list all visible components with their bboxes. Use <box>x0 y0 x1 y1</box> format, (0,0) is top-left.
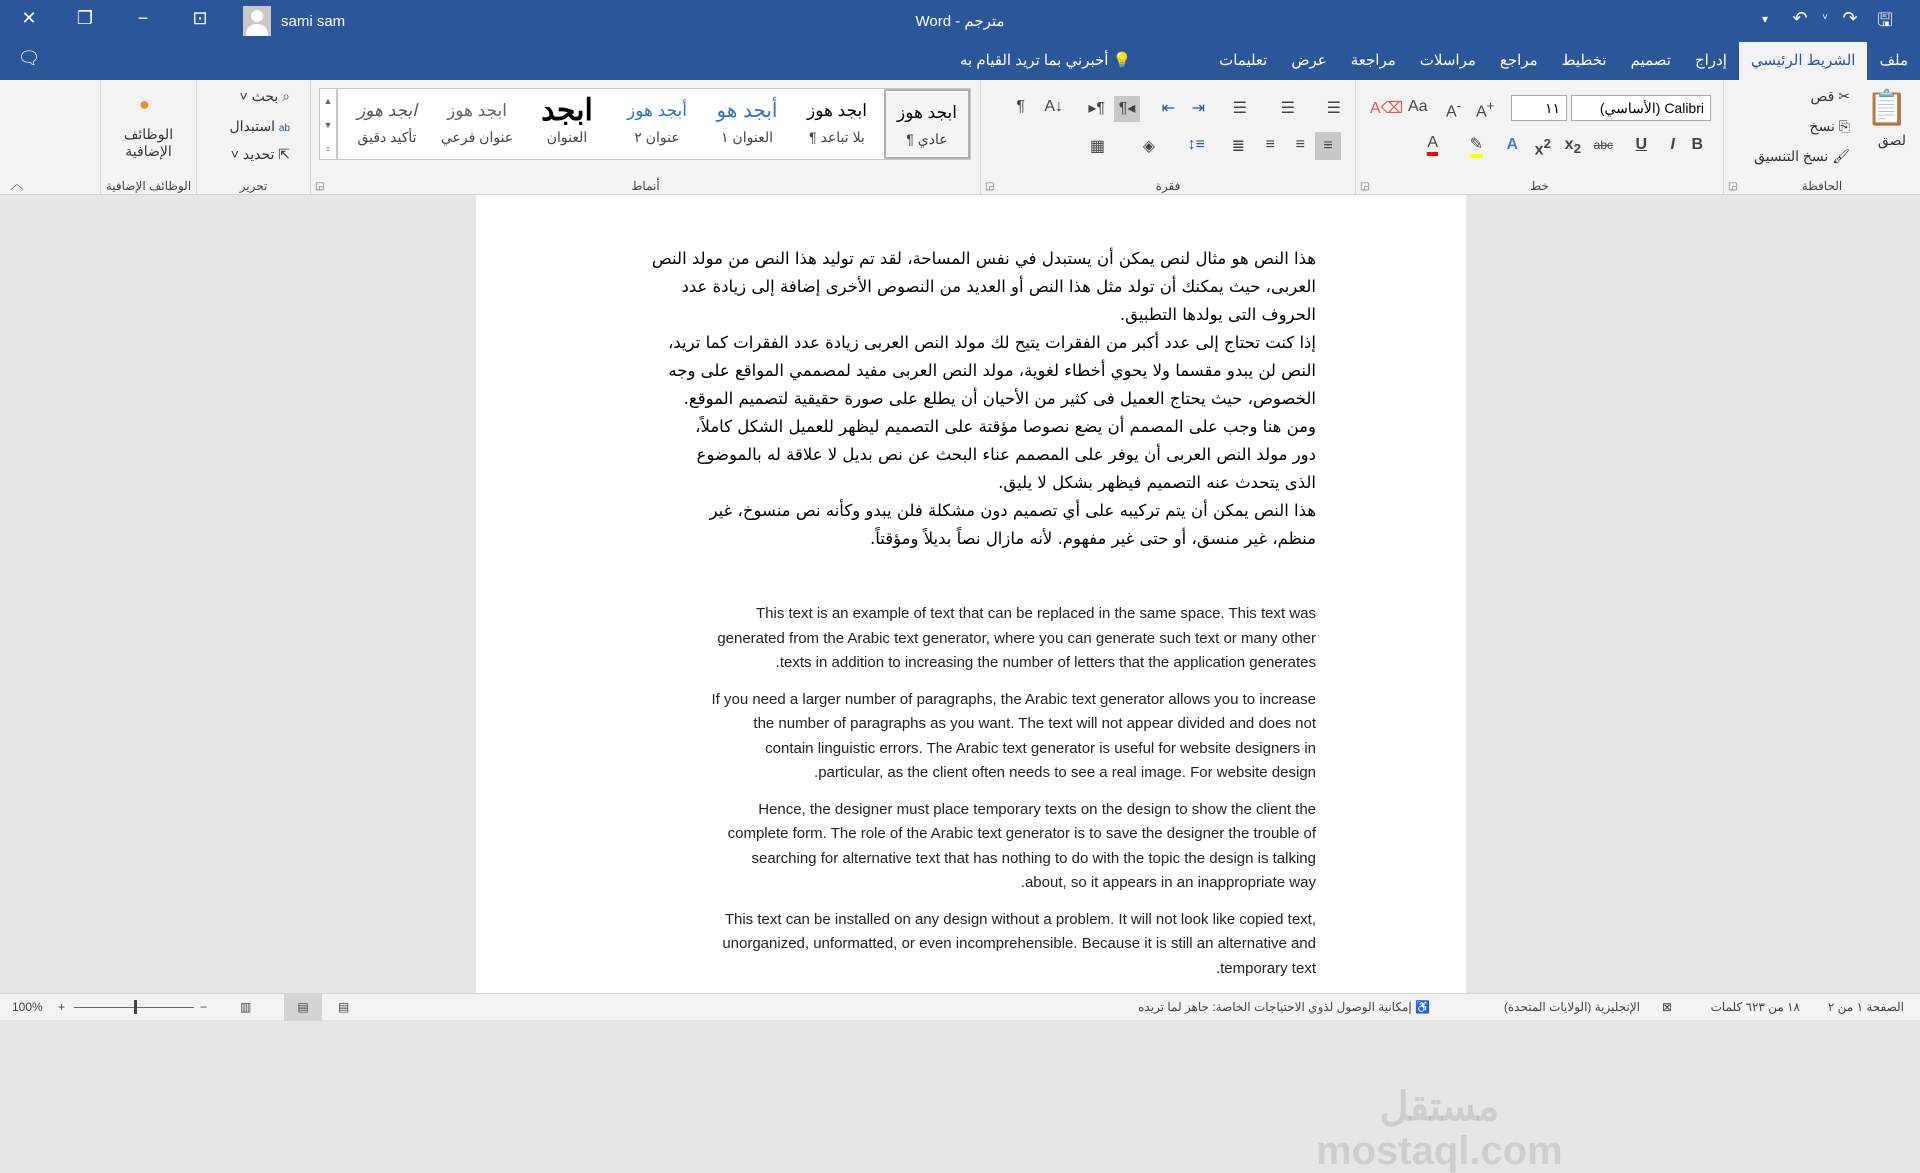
styles-group <box>310 80 980 195</box>
customize-qat-icon[interactable]: ▾ <box>1761 12 1769 26</box>
lightbulb-icon: 💡 <box>1108 52 1132 69</box>
redo-icon[interactable]: ↷ <box>1842 8 1858 28</box>
clear-formatting-icon[interactable]: A⌫ <box>1370 100 1404 117</box>
status-bar <box>0 993 1920 1020</box>
tell-me-search[interactable]: 💡 أخبرني بما تريد القيام به <box>960 52 1132 69</box>
numbering-icon[interactable]: ☰ <box>1280 100 1295 117</box>
strikethrough-icon[interactable]: abc <box>1593 138 1613 152</box>
language[interactable]: الإنجليزية (الولايات المتحدة) <box>1503 1000 1640 1014</box>
arabic-text-line: الذى يتحدث عنه التصميم فيظهر بشكل لا يليق. <box>998 473 1316 492</box>
tab-review[interactable]: مراجعة <box>1350 52 1396 69</box>
arabic-text-line: إذا كنت تحتاج إلى عدد أكبر من الفقرات يتيح لك مولد النص العربى زيادة عدد الفقرات كما تريد، <box>668 333 1316 352</box>
close-icon[interactable]: ✕ <box>21 8 37 28</box>
italic-icon[interactable]: I <box>1670 136 1675 153</box>
tab-insert[interactable]: إدراج <box>1694 52 1727 69</box>
font-color-icon[interactable]: A <box>1427 134 1438 156</box>
tab-references[interactable]: مراجع <box>1499 52 1538 69</box>
copy-button[interactable]: ⎘ نسخ <box>1809 118 1850 134</box>
watermark-logo: مستقل mostaql.com <box>1316 1085 1563 1173</box>
find-button[interactable]: ⌕ بحث ˅ <box>239 88 290 104</box>
group-label: فقرة <box>1155 179 1181 193</box>
font-group <box>1355 80 1723 195</box>
bold-icon[interactable]: B <box>1691 136 1703 153</box>
bullets-icon[interactable]: ☰ <box>1326 100 1341 117</box>
shrink-font-icon[interactable]: A- <box>1446 98 1462 121</box>
underline-icon[interactable]: U <box>1635 136 1647 153</box>
align-left-icon[interactable]: ≡ <box>1265 136 1275 153</box>
english-text-line: If you need a larger number of paragraphs, the Arabic text generator allows you to increase <box>711 690 1316 708</box>
addins-button[interactable]: الوظائف الإضافية <box>123 126 174 159</box>
font-size-select[interactable]: ١١ <box>1511 95 1567 121</box>
superscript-icon[interactable]: $x^2$ <box>1534 136 1551 159</box>
style-heading-1[interactable]: أبجد هو العنوان ١ <box>716 100 778 145</box>
addins-group <box>100 80 196 195</box>
tab-view[interactable]: عرض <box>1291 52 1327 69</box>
web-layout-icon[interactable]: ▤ <box>338 1000 350 1014</box>
group-label: الوظائف الإضافية <box>105 179 192 193</box>
english-text-line: searching for alternative text that has nothing to do with the topic the design is talking <box>751 849 1316 867</box>
tab-home[interactable]: الشريط الرئيسي <box>1739 42 1868 80</box>
ltr-direction-icon[interactable]: ▸¶ <box>1088 100 1105 117</box>
select-button[interactable]: ⇱ تحديد ˅ <box>230 146 290 162</box>
comments-icon[interactable]: 🗨 <box>17 48 41 68</box>
zoom-level[interactable]: 100% <box>12 1000 43 1014</box>
arabic-text-line: الخصوص، حيث يحتاج العميل فى كثير من الأحيان أن يطلع على صورة حقيقية لتصميم الموقع. <box>683 389 1316 408</box>
highlight-color-icon[interactable]: ✎ <box>1470 134 1483 158</box>
english-text-line: .particular, as the client often needs to see a real image. For website design <box>814 764 1316 781</box>
group-label: خط <box>1530 179 1549 193</box>
print-layout-icon[interactable]: ▤ <box>284 994 322 1021</box>
paste-icon[interactable]: 📋 <box>1865 89 1908 127</box>
font-name-select[interactable]: Calibri (الأساسي) <box>1571 95 1711 121</box>
group-label: أنماط <box>631 179 660 193</box>
arabic-text-line: النص لن يبدو مقسما ولا يحوي أخطاء لغوية، مولد النص العربى مفيد لمصممي المواقع على وجه <box>668 361 1316 380</box>
grow-font-icon[interactable]: A+ <box>1476 98 1495 121</box>
align-center-icon[interactable]: ≡ <box>1295 136 1305 153</box>
show-formatting-icon[interactable]: ¶ <box>1016 98 1025 115</box>
dialog-launcher-icon[interactable]: ◲ <box>985 181 995 192</box>
justify-icon[interactable]: ≣ <box>1231 138 1245 155</box>
tab-layout[interactable]: تخطيط <box>1561 52 1607 69</box>
ribbon-display-options-icon[interactable]: ⊡ <box>192 8 208 28</box>
replace-button[interactable]: ab استبدال <box>229 118 290 134</box>
english-text-line: unorganized, unformatted, or even incomprehensible. Because it is still an alternative and <box>722 935 1316 952</box>
collapse-ribbon-icon[interactable]: ︿ <box>10 176 24 192</box>
cut-button[interactable]: ✂ قص <box>1810 88 1850 104</box>
borders-icon[interactable]: ▦ <box>1089 138 1105 155</box>
style-heading-2[interactable]: أبجد هوز عنوان ٢ <box>626 101 688 145</box>
style-normal[interactable]: ابجد هوز ¶ عادي <box>884 89 970 159</box>
user-name: sami sam <box>281 12 346 30</box>
format-painter-button[interactable]: 🖌 نسخ التنسيق <box>1754 148 1850 164</box>
word-count[interactable]: ١٨ من ٦٢٣ كلمات <box>1710 1000 1800 1014</box>
undo-dropdown-icon[interactable]: ˅ <box>1822 12 1828 23</box>
zoom-out-icon[interactable]: − <box>200 1000 208 1014</box>
arabic-text-line: هذا النص هو مثال لنص يمكن أن يستبدل في نفس المساحة، لقد تم توليد هذا النص من مولد النص <box>651 249 1316 268</box>
multilevel-list-icon[interactable]: ☰ <box>1232 100 1247 117</box>
english-text-line: generated from the Arabic text generator, where you can generate such text or many other <box>717 629 1316 647</box>
arabic-text-line: هذا النص يمكن أن يتم تركيبه على أي تصميم دون مشكلة فلن يبدو وكأنه نص منسوخ، غير <box>709 501 1316 520</box>
group-label: تحرير <box>239 179 268 193</box>
english-text-line: .texts in addition to increasing the number of letters that the application generates <box>775 654 1316 671</box>
shading-icon[interactable]: ◈ <box>1142 138 1155 155</box>
dialog-launcher-icon[interactable]: ◲ <box>1360 181 1370 192</box>
english-text-line: This text is an example of text that can be replaced in the same space. This text was <box>755 605 1316 622</box>
align-right-icon[interactable]: ≡ <box>1315 132 1341 160</box>
arabic-text-line: دور مولد النص العربى أن يوفر على المصمم عناء البحث عن نص بديل لا علاقة له بالموضوع <box>696 445 1316 464</box>
proofing-icon[interactable]: ⊠ <box>1661 1000 1672 1014</box>
tab-design[interactable]: تصميم <box>1630 52 1671 69</box>
decrease-indent-icon[interactable]: ⇤ <box>1161 100 1175 117</box>
style-subtle-emphasis[interactable]: ابجد هوز تأكيد دقيق <box>356 101 418 145</box>
english-text-line: contain linguistic errors. The Arabic text generator is useful for website designers in <box>765 739 1316 757</box>
read-mode-icon[interactable]: ▥ <box>240 1000 252 1014</box>
page-count[interactable]: الصفحة ١ من ٢ <box>1827 1000 1904 1014</box>
undo-icon[interactable]: ↶ <box>1792 8 1808 28</box>
change-case-icon[interactable]: Aa <box>1408 98 1428 115</box>
english-text-line: the number of paragraphs as you want. The text will not appear divided and does not <box>753 715 1316 732</box>
english-text-line: complete form. The role of the Arabic text generator is to save the designer the trouble of <box>727 825 1316 842</box>
text-effects-icon[interactable]: A <box>1506 136 1518 153</box>
english-text-line: Hence, the designer must place temporary texts on the design to show the client the <box>758 800 1316 818</box>
title-bar <box>0 0 1920 80</box>
english-text-line: .about, so it appears in an inappropriate way <box>1020 874 1316 891</box>
styles-scroll[interactable]: ▲ ▼ ⩡ <box>319 88 337 160</box>
tab-help[interactable]: تعليمات <box>1219 52 1268 69</box>
window-title: Word - مترجم <box>915 13 1005 30</box>
group-label: الحافظة <box>1801 179 1843 193</box>
paragraph-group <box>980 80 1355 195</box>
english-text-line: This text can be installed on any design without a problem. It will not look like copied text, <box>724 910 1316 928</box>
editing-group <box>196 80 310 195</box>
save-icon[interactable]: 🖫 <box>1877 10 1893 30</box>
style-title[interactable]: ابجد العنوان <box>541 94 593 145</box>
line-spacing-icon[interactable]: ↕≡ <box>1187 136 1205 153</box>
dialog-launcher-icon[interactable]: ◲ <box>315 181 325 192</box>
increase-indent-icon[interactable]: ⇥ <box>1191 100 1205 117</box>
style-subtitle[interactable]: ابجد هوز عنوان فرعي <box>440 101 514 145</box>
dialog-launcher-icon[interactable]: ◲ <box>1728 181 1738 192</box>
clipboard-group <box>1723 80 1920 195</box>
rtl-direction-icon[interactable]: ¶◂ <box>1114 96 1140 122</box>
zoom-in-icon[interactable]: + <box>58 1000 66 1014</box>
style-gallery <box>337 88 971 160</box>
addins-icon[interactable]: ● <box>139 94 150 114</box>
paste-button[interactable]: لصق <box>1877 132 1906 148</box>
arabic-text-line: ومن هنا وجب على المصمم أن يضع نصوصا مؤقتة على التصميم ليظهر للعميل الشكل كاملاً، <box>695 417 1316 436</box>
arabic-text-line: الحروف التى يولدها التطبيق. <box>1119 305 1316 324</box>
english-text-line: .temporary text <box>1215 959 1316 977</box>
restore-icon[interactable]: ❐ <box>76 8 94 28</box>
ribbon <box>0 80 1920 195</box>
subscript-icon[interactable]: $x_2$ <box>1564 136 1581 157</box>
zoom-slider-thumb[interactable] <box>134 1000 137 1014</box>
accessibility-status[interactable]: ♿ إمكانية الوصول لذوي الاحتياجات الخاصة: جاهز لما تريده <box>1138 1000 1430 1014</box>
arabic-text-line: العربى، حيث يمكنك أن تولد مثل هذا النص أو العديد من النصوص الأخرى إضافة إلى زيادة عدد <box>681 277 1316 296</box>
tab-file[interactable]: ملف <box>1879 52 1908 69</box>
sort-icon[interactable]: A↓ <box>1044 98 1063 115</box>
tab-mailings[interactable]: مراسلات <box>1419 52 1476 69</box>
arabic-text-line: منظم، غير منسق، أو حتى غير مفهوم. لأنه مازال نصاً بديلاً ومؤقتاً. <box>870 529 1316 548</box>
minimize-icon[interactable]: − <box>137 8 149 28</box>
style-no-spacing[interactable]: ابجد هوز ¶ بلا تباعد <box>806 101 868 145</box>
ribbon-tabs <box>1207 42 1920 80</box>
